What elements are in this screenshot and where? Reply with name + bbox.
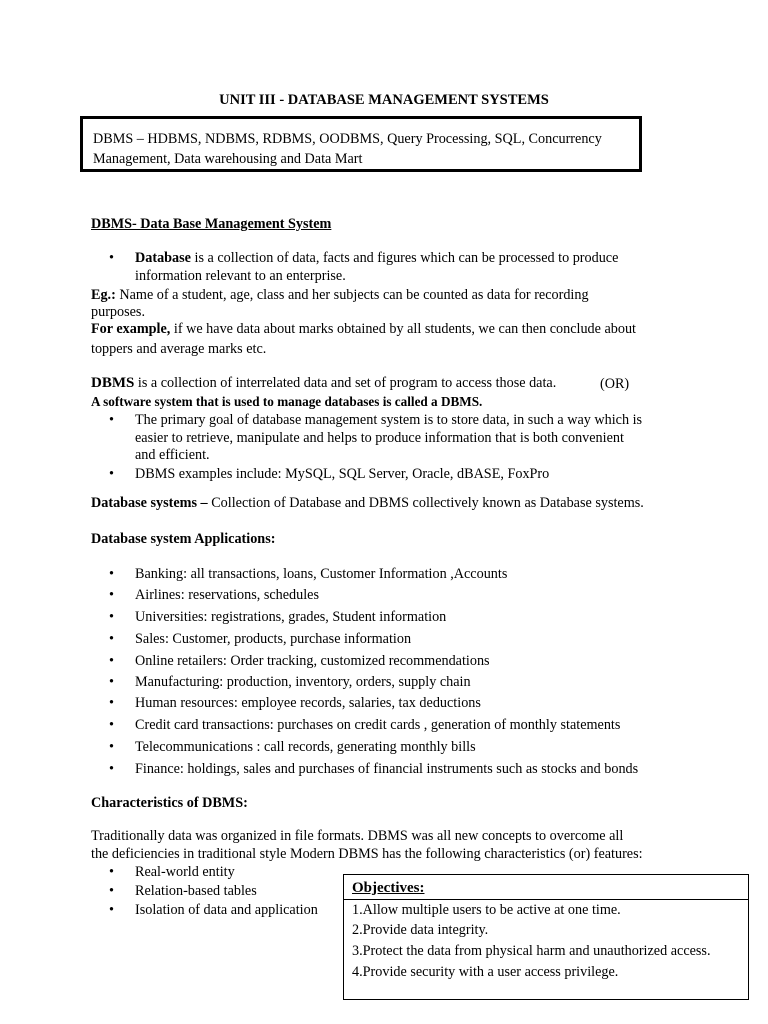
- for-example-line-2: toppers and average marks etc.: [91, 341, 267, 357]
- objective-item: 3.Protect the data from physical harm and unauthorized access.: [352, 943, 711, 959]
- for-example-text: if we have data about marks obtained by all students, we can then conclude about: [170, 321, 637, 337]
- database-bullet-line-2: information relevant to an enterprise.: [135, 268, 346, 284]
- application-text: Sales: Customer, products, purchase information: [135, 631, 412, 647]
- list-item: [109, 739, 677, 756]
- database-systems-term: Database systems –: [91, 495, 208, 511]
- objectives-divider: [343, 899, 749, 900]
- for-example-paragraph: [91, 321, 677, 338]
- bullet-icon: •: [109, 674, 114, 690]
- application-text: Credit card transactions: purchases on credit cards , generation of monthly statements: [135, 717, 621, 733]
- database-systems-text: Collection of Database and DBMS collectively known as Database systems.: [207, 495, 644, 511]
- list-item: [109, 902, 345, 919]
- bullet-icon: •: [109, 631, 114, 647]
- list-item: [109, 674, 677, 691]
- characteristic-text: Isolation of data and application: [135, 902, 318, 918]
- dbms-examples-text: DBMS examples include: MySQL, SQL Server, Oracle, dBASE, FoxPro: [135, 466, 550, 482]
- database-systems-paragraph: [91, 495, 691, 512]
- eg-paragraph: [91, 287, 677, 304]
- application-text: Banking: all transactions, loans, Customer Information ,Accounts: [135, 566, 508, 582]
- list-item: [109, 587, 677, 604]
- bullet-icon: •: [109, 566, 114, 582]
- dbms-heading: DBMS- Data Base Management System: [91, 216, 332, 232]
- list-item: [109, 761, 677, 778]
- list-item: [109, 864, 335, 881]
- list-item: [109, 609, 677, 626]
- objective-item: 4.Provide security with a user access privilege.: [352, 964, 619, 980]
- application-text: Universities: registrations, grades, Student information: [135, 609, 447, 625]
- bullet-icon: •: [109, 902, 114, 918]
- characteristics-intro-line-1: Traditionally data was organized in file formats. DBMS was all new concepts to overcome all: [91, 828, 624, 844]
- database-bullet: [109, 250, 677, 267]
- bullet-icon: •: [109, 466, 114, 482]
- applications-heading: Database system Applications:: [91, 531, 276, 547]
- application-text: Human resources: employee records, salaries, tax deductions: [135, 695, 481, 711]
- bullet-icon: •: [109, 864, 114, 880]
- dbms-goal-line-1: The primary goal of database management system is to store data, in such a way which is: [135, 412, 643, 428]
- bullet-icon: •: [109, 653, 114, 669]
- characteristics-intro-line-2: the deficiencies in traditional style Modern DBMS has the following characteristics (or) features:: [91, 846, 643, 862]
- list-item: [109, 883, 335, 900]
- dbms-term: DBMS: [91, 375, 135, 391]
- characteristic-text: Relation-based tables: [135, 883, 257, 899]
- bullet-icon: •: [109, 609, 114, 625]
- dbms-goal-line-3: and efficient.: [135, 447, 210, 463]
- list-item: [109, 717, 677, 734]
- dbms-examples-bullet: [109, 466, 677, 483]
- database-text: is a collection of data, facts and figures which can be processed to produce: [190, 250, 619, 266]
- application-text: Manufacturing: production, inventory, orders, supply chain: [135, 674, 471, 690]
- bullet-icon: •: [109, 695, 114, 711]
- eg-label: Eg.:: [91, 287, 116, 303]
- characteristics-heading: Characteristics of DBMS:: [91, 795, 248, 811]
- dbms-definition-text: is a collection of interrelated data and set of program to access those data.: [134, 375, 557, 391]
- dbms-goal-line-2: easier to retrieve, manipulate and helps to produce information that is both convenient: [135, 430, 624, 446]
- eg-line-2: purposes.: [91, 304, 145, 320]
- list-item: [109, 631, 677, 648]
- list-item: [109, 695, 677, 712]
- unit-summary-box: [80, 116, 642, 172]
- page-title: UNIT III - DATABASE MANAGEMENT SYSTEMS: [219, 92, 549, 108]
- list-item: [109, 566, 677, 583]
- bullet-icon: •: [109, 250, 114, 266]
- application-text: Airlines: reservations, schedules: [135, 587, 319, 603]
- objective-item: 2.Provide data integrity.: [352, 922, 489, 938]
- bullet-icon: •: [109, 761, 114, 777]
- characteristic-text: Real-world entity: [135, 864, 235, 880]
- summary-line-1: DBMS – HDBMS, NDBMS, RDBMS, OODBMS, Query Processing, SQL, Concurrency: [93, 131, 602, 147]
- dbms-alt-definition: A software system that is used to manage databases is called a DBMS.: [91, 394, 483, 409]
- dbms-goal-bullet: [109, 412, 677, 429]
- summary-line-2: Management, Data warehousing and Data Mart: [93, 151, 363, 167]
- for-example-label: For example,: [91, 321, 171, 337]
- application-text: Finance: holdings, sales and purchases of financial instruments such as stocks and bonds: [135, 761, 639, 777]
- bullet-icon: •: [109, 883, 114, 899]
- bullet-icon: •: [109, 412, 114, 428]
- eg-text: Name of a student, age, class and her subjects can be counted as data for recording: [115, 287, 589, 303]
- objectives-title: Objectives:: [352, 880, 425, 896]
- bullet-icon: •: [109, 717, 114, 733]
- or-label: (OR): [600, 376, 630, 392]
- application-text: Telecommunications : call records, generating monthly bills: [135, 739, 476, 755]
- bullet-icon: •: [109, 587, 114, 603]
- bullet-icon: •: [109, 739, 114, 755]
- objective-item: 1.Allow multiple users to be active at one time.: [352, 902, 621, 918]
- application-text: Online retailers: Order tracking, customized recommendations: [135, 653, 490, 669]
- database-term: Database: [135, 250, 191, 266]
- list-item: [109, 653, 677, 670]
